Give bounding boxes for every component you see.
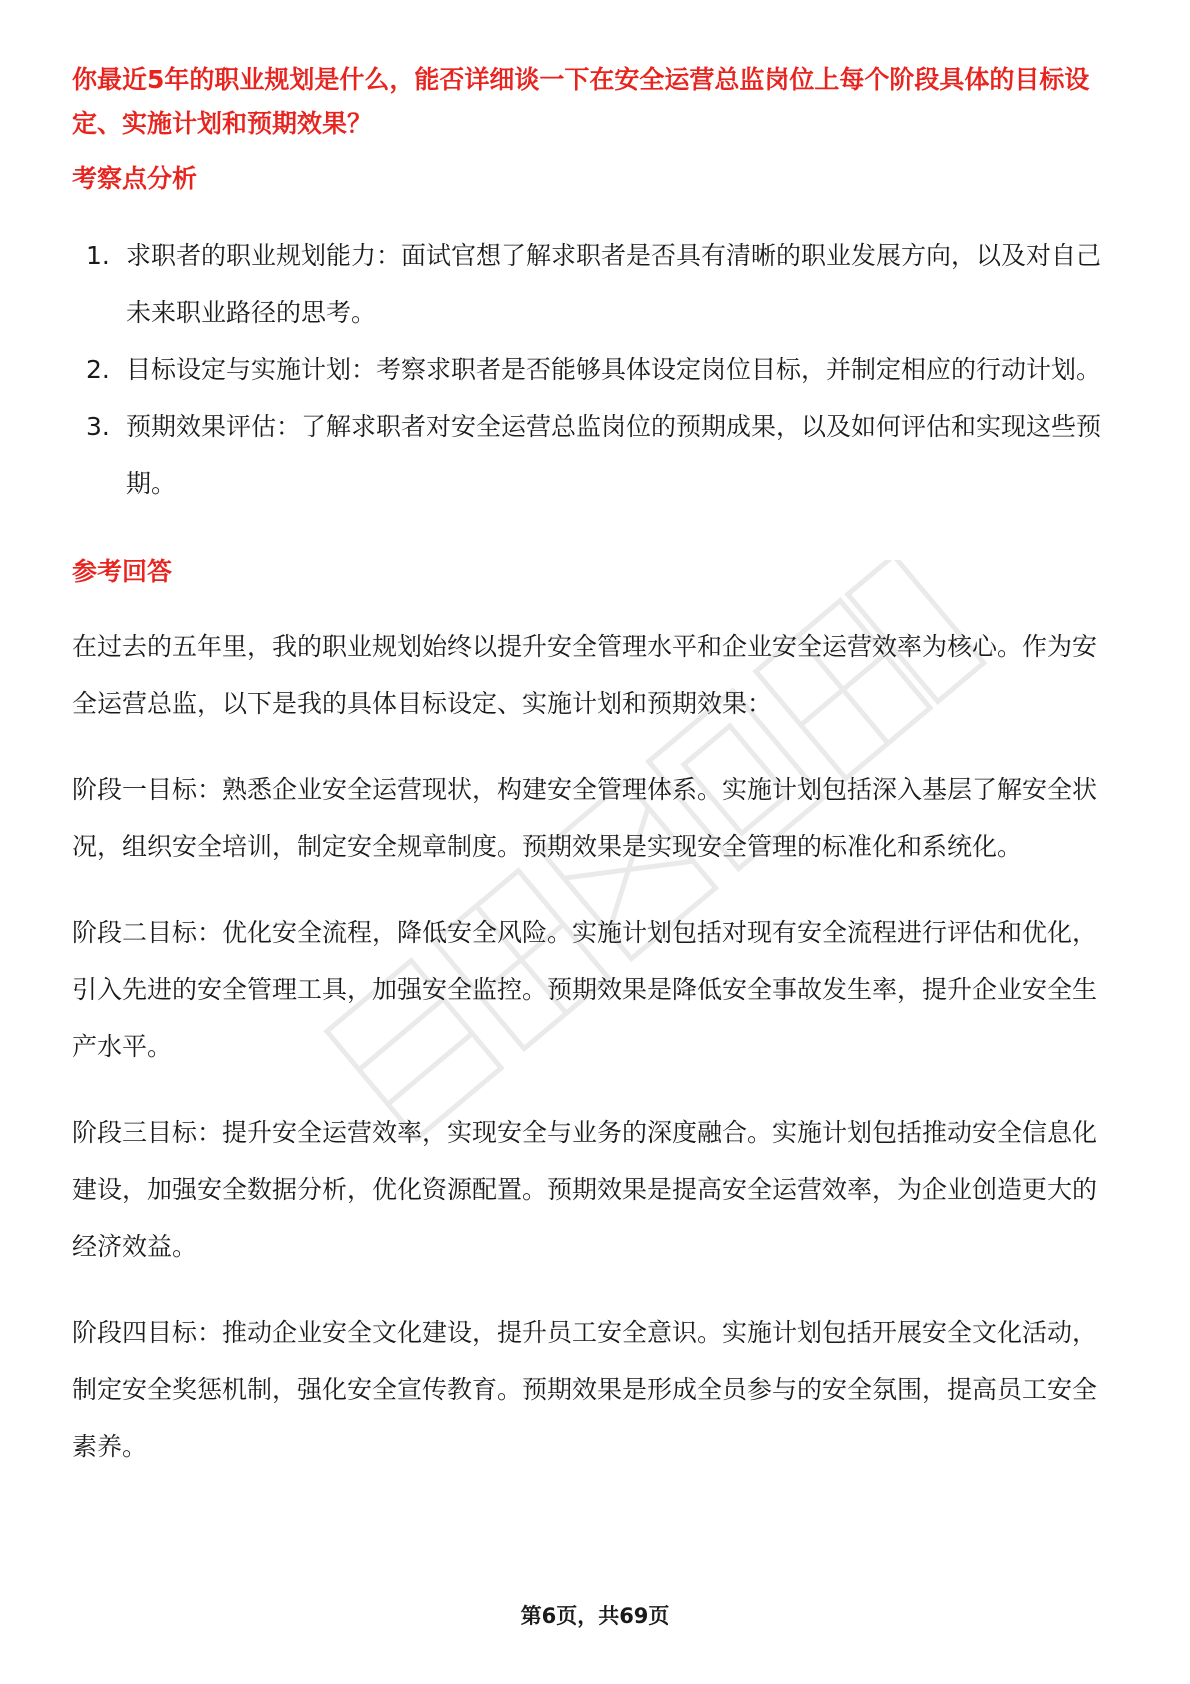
answer-paragraph-intro: 在过去的五年里，我的职业规划始终以提升安全管理水平和企业安全运营效率为核心。作为安全运营总监，以下是我的具体目标设定、实施计划和预期效果： [72,632,1098,718]
analysis-point [72,341,1120,398]
answer-heading: 参考回答 [72,557,173,586]
analysis-point [72,227,1120,341]
analysis-points [72,227,1120,512]
question-title: 你最近5年的职业规划是什么，能否详细谈一下在安全运营总监岗位上每个阶段具体的目标设定、实施计划和预期效果？ [72,65,1090,138]
answer-paragraph-stage-2: 阶段二目标：优化安全流程，降低安全风险。实施计划包括对现有安全流程进行评估和优化，引入先进的安全管理工具，加强安全监控。预期效果是降低安全事故发生率，提升企业安全生产水平。 [72,918,1098,1061]
page-footer: 第6页，共69页 [520,1604,670,1628]
analysis-point [72,398,1120,512]
analysis-heading: 考察点分析 [72,164,198,193]
point-text: 目标设定与实施计划：考察求职者是否能够具体设定岗位目标，并制定相应的行动计划。 [126,355,1102,384]
point-number: 1. [86,241,110,270]
point-text: 预期效果评估：了解求职者对安全运营总监岗位的预期成果，以及如何评估和实现这些预期。 [126,412,1102,498]
answer-paragraph-stage-3: 阶段三目标：提升安全运营效率，实现安全与业务的深度融合。实施计划包括推动安全信息化建设，加强安全数据分析，优化资源配置。预期效果是提高安全运营效率，为企业创造更大的经济效益。 [72,1118,1098,1261]
point-text: 求职者的职业规划能力：面试官想了解求职者是否具有清晰的职业发展方向，以及对自己未来职业路径的思考。 [126,241,1102,327]
content [72,58,1120,1475]
answer-paragraph-stage-1: 阶段一目标：熟悉企业安全运营现状，构建安全管理体系。实施计划包括深入基层了解安全状况，组织安全培训，制定安全规章制度。预期效果是实现安全管理的标准化和系统化。 [72,775,1098,861]
point-number: 3. [86,412,110,441]
answer-paragraph-stage-4: 阶段四目标：推动企业安全文化建设，提升员工安全意识。实施计划包括开展安全文化活动，制定安全奖惩机制，强化安全宣传教育。预期效果是形成全员参与的安全氛围，提高员工安全素养。 [72,1318,1098,1461]
point-number: 2. [86,355,110,384]
